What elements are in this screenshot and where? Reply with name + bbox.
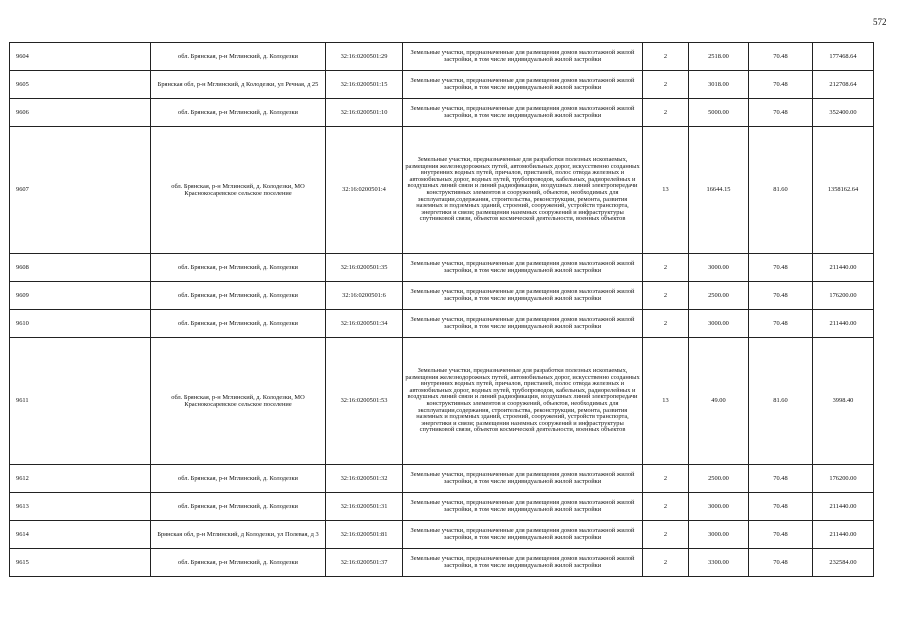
land-use-cell: Земельные участки, предназначенные для размещения домов малоэтажной жилой застройки, в том числе индивидуальной жилой застройки	[403, 465, 643, 493]
row-number: 9611	[10, 338, 151, 465]
cadastral-number-cell: 32:16:0200501:15	[326, 71, 403, 99]
address-cell: обл. Брянская, р-н Мглинский, д. Колодезки	[151, 310, 326, 338]
address-cell: обл. Брянская, р-н Мглинский, д. Колодезки, МО Краснокосаревское сельское поселение	[151, 127, 326, 254]
table-body	[10, 43, 874, 577]
cadastral-number-cell: 32:16:0200501:29	[326, 43, 403, 71]
area-cell: 2518.00	[689, 43, 749, 71]
cadastral-value-cell: 1358162.64	[813, 127, 874, 254]
rate-cell: 70.48	[749, 43, 813, 71]
row-number: 9606	[10, 99, 151, 127]
land-use-cell: Земельные участки, предназначенные для размещения домов малоэтажной жилой застройки, в том числе индивидуальной жилой застройки	[403, 310, 643, 338]
table-row	[10, 338, 874, 465]
area-cell: 3300.00	[689, 549, 749, 577]
rate-cell: 81.60	[749, 127, 813, 254]
area-cell: 5000.00	[689, 99, 749, 127]
land-use-cell: Земельные участки, предназначенные для размещения домов малоэтажной жилой застройки, в том числе индивидуальной жилой застройки	[403, 549, 643, 577]
rate-cell: 70.48	[749, 521, 813, 549]
cadastral-value-cell: 352400.00	[813, 99, 874, 127]
row-number: 9608	[10, 254, 151, 282]
table-row	[10, 254, 874, 282]
group-cell: 2	[643, 465, 689, 493]
group-cell: 2	[643, 99, 689, 127]
group-cell: 2	[643, 71, 689, 99]
cadastral-number-cell: 32:16:0200501:37	[326, 549, 403, 577]
rate-cell: 70.48	[749, 310, 813, 338]
row-number: 9607	[10, 127, 151, 254]
group-cell: 13	[643, 127, 689, 254]
cadastral-number-cell: 32:16:0200501:81	[326, 521, 403, 549]
row-number: 9609	[10, 282, 151, 310]
row-number: 9605	[10, 71, 151, 99]
area-cell: 3000.00	[689, 493, 749, 521]
address-cell: обл. Брянская, р-н Мглинский, д. Колодезки	[151, 549, 326, 577]
rate-cell: 81.60	[749, 338, 813, 465]
land-use-cell: Земельные участки, предназначенные для разработки полезных ископаемых, размещения железнодорожных путей, автомобильных дорог, искусственно созданных внутренних водных путей, причалов, пристаней, полос отвода железных и автомобильных дорог, водных путей, трубопроводов, кабельных, радиорелейных и воздушных линий связи и линий радиофикации, воздушных линий электропередачи конструктивных элементов и сооружений, объектов, необходимых для эксплуатации,содержания, строительства, реконструкции, ремонта, развития наземных и подземных зданий, строений, сооружений, устройств транспорта, энергетики и связи; размещения наземных сооружений и инфраструктуры спутниковой связи, объектов космической деятельности, военных объектов	[403, 338, 643, 465]
table-row	[10, 493, 874, 521]
land-use-cell: Земельные участки, предназначенные для размещения домов малоэтажной жилой застройки, в том числе индивидуальной жилой застройки	[403, 521, 643, 549]
cadastral-value-cell: 211440.00	[813, 493, 874, 521]
rate-cell: 70.48	[749, 465, 813, 493]
cadastral-value-cell: 177468.64	[813, 43, 874, 71]
table-row	[10, 43, 874, 71]
row-number: 9604	[10, 43, 151, 71]
land-use-cell: Земельные участки, предназначенные для размещения домов малоэтажной жилой застройки, в том числе индивидуальной жилой застройки	[403, 71, 643, 99]
land-use-cell: Земельные участки, предназначенные для размещения домов малоэтажной жилой застройки, в том числе индивидуальной жилой застройки	[403, 254, 643, 282]
row-number: 9612	[10, 465, 151, 493]
address-cell: обл. Брянская, р-н Мглинский, д. Колодезки	[151, 254, 326, 282]
area-cell: 49.00	[689, 338, 749, 465]
address-cell: Брянская обл, р-н Мглинский, д Колодезки, ул Полевая, д 3	[151, 521, 326, 549]
rate-cell: 70.48	[749, 71, 813, 99]
address-cell: обл. Брянская, р-н Мглинский, д. Колодезки	[151, 99, 326, 127]
table-row	[10, 310, 874, 338]
rate-cell: 70.48	[749, 282, 813, 310]
table-row	[10, 282, 874, 310]
group-cell: 2	[643, 493, 689, 521]
cadastral-number-cell: 32:16:0200501:35	[326, 254, 403, 282]
area-cell: 16644.15	[689, 127, 749, 254]
land-use-cell: Земельные участки, предназначенные для размещения домов малоэтажной жилой застройки, в том числе индивидуальной жилой застройки	[403, 282, 643, 310]
cadastral-value-table	[9, 42, 874, 577]
row-number: 9610	[10, 310, 151, 338]
address-cell: обл. Брянская, р-н Мглинский, д. Колодезки	[151, 43, 326, 71]
address-cell: Брянская обл, р-н Мглинский, д Колодезки, ул Речная, д 25	[151, 71, 326, 99]
row-number: 9613	[10, 493, 151, 521]
cadastral-value-cell: 176200.00	[813, 282, 874, 310]
address-cell: обл. Брянская, р-н Мглинский, д. Колодезки, МО Краснокосаревское сельское поселение	[151, 338, 326, 465]
table-row	[10, 465, 874, 493]
cadastral-value-cell: 211440.00	[813, 521, 874, 549]
cadastral-value-cell: 3998.40	[813, 338, 874, 465]
rate-cell: 70.48	[749, 254, 813, 282]
table-row	[10, 549, 874, 577]
land-use-cell: Земельные участки, предназначенные для разработки полезных ископаемых, размещения железнодорожных путей, автомобильных дорог, искусственно созданных внутренних водных путей, причалов, пристаней, полос отвода железных и автомобильных дорог, водных путей, трубопроводов, кабельных, радиорелейных и воздушных линий связи и линий радиофикации, воздушных линий электропередачи конструктивных элементов и сооружений, объектов, необходимых для эксплуатации,содержания, строительства, реконструкции, ремонта, развития наземных и подземных зданий, строений, сооружений, устройств транспорта, энергетики и связи; размещения наземных сооружений и инфраструктуры спутниковой связи, объектов космической деятельности, военных объектов	[403, 127, 643, 254]
table-row	[10, 71, 874, 99]
cadastral-number-cell: 32:16:0200501:4	[326, 127, 403, 254]
group-cell: 2	[643, 282, 689, 310]
land-use-cell: Земельные участки, предназначенные для размещения домов малоэтажной жилой застройки, в том числе индивидуальной жилой застройки	[403, 43, 643, 71]
area-cell: 3018.00	[689, 71, 749, 99]
address-cell: обл. Брянская, р-н Мглинский, д. Колодезки	[151, 493, 326, 521]
address-cell: обл. Брянская, р-н Мглинский, д. Колодезки	[151, 282, 326, 310]
area-cell: 3000.00	[689, 254, 749, 282]
row-number: 9615	[10, 549, 151, 577]
area-cell: 3000.00	[689, 521, 749, 549]
cadastral-value-cell: 211440.00	[813, 254, 874, 282]
cadastral-number-cell: 32:16:0200501:34	[326, 310, 403, 338]
land-use-cell: Земельные участки, предназначенные для размещения домов малоэтажной жилой застройки, в том числе индивидуальной жилой застройки	[403, 493, 643, 521]
group-cell: 13	[643, 338, 689, 465]
cadastral-value-cell: 211440.00	[813, 310, 874, 338]
rate-cell: 70.48	[749, 549, 813, 577]
group-cell: 2	[643, 43, 689, 71]
cadastral-number-cell: 32:16:0200501:10	[326, 99, 403, 127]
land-use-cell: Земельные участки, предназначенные для размещения домов малоэтажной жилой застройки, в том числе индивидуальной жилой застройки	[403, 99, 643, 127]
page-number: 572	[873, 17, 887, 27]
group-cell: 2	[643, 310, 689, 338]
rate-cell: 70.48	[749, 99, 813, 127]
cadastral-value-cell: 232584.00	[813, 549, 874, 577]
rate-cell: 70.48	[749, 493, 813, 521]
address-cell: обл. Брянская, р-н Мглинский, д. Колодезки	[151, 465, 326, 493]
row-number: 9614	[10, 521, 151, 549]
group-cell: 2	[643, 549, 689, 577]
group-cell: 2	[643, 254, 689, 282]
cadastral-number-cell: 32:16:0200501:53	[326, 338, 403, 465]
cadastral-number-cell: 32:16:0200501:6	[326, 282, 403, 310]
area-cell: 3000.00	[689, 310, 749, 338]
cadastral-number-cell: 32:16:0200501:31	[326, 493, 403, 521]
group-cell: 2	[643, 521, 689, 549]
cadastral-value-cell: 212708.64	[813, 71, 874, 99]
cadastral-number-cell: 32:16:0200501:32	[326, 465, 403, 493]
area-cell: 2500.00	[689, 465, 749, 493]
table-row	[10, 99, 874, 127]
table-row	[10, 127, 874, 254]
cadastral-value-cell: 176200.00	[813, 465, 874, 493]
area-cell: 2500.00	[689, 282, 749, 310]
table-row	[10, 521, 874, 549]
